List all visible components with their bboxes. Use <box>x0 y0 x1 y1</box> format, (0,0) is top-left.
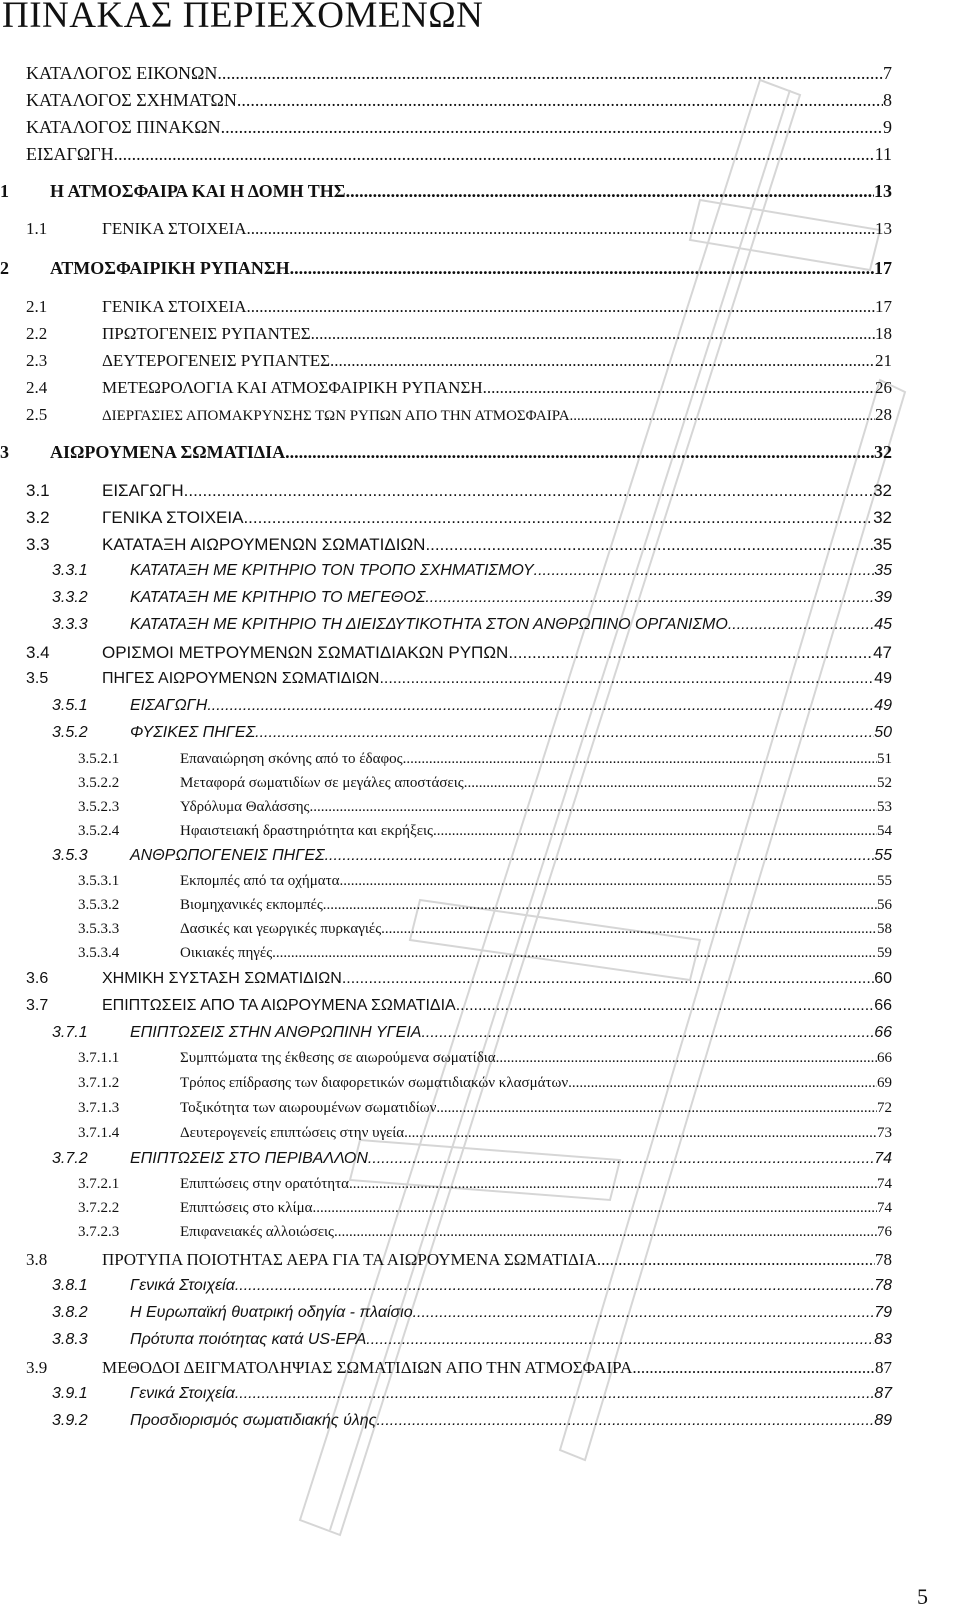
toc-entry[interactable] <box>52 847 892 865</box>
toc-entry-title: ΚΑΤΑΤΑΞΗ ΜΕ ΚΡΙΤΗΡΙΟ ΤΟ ΜΕΓΕΘΟΣ <box>130 589 426 606</box>
toc-leader <box>425 535 873 555</box>
toc-entry-number: 3.5 <box>26 670 49 687</box>
toc-entry-number: 3.3 <box>26 535 50 554</box>
toc-entry-page: 72 <box>877 1100 892 1116</box>
toc-entry[interactable] <box>26 405 892 425</box>
toc-leader <box>379 670 874 688</box>
toc-entry[interactable] <box>78 751 892 768</box>
toc-leader <box>425 589 874 607</box>
toc-leader <box>334 1224 877 1241</box>
toc-leader <box>464 775 877 792</box>
toc-leader <box>325 847 875 865</box>
toc-leader <box>421 1024 874 1042</box>
toc-entry-title: Προσδιορισμός σωματιδιακής ύλης <box>130 1412 377 1429</box>
toc-entry[interactable] <box>78 921 892 938</box>
toc-entry-number: 3.7.1.4 <box>78 1125 120 1141</box>
toc-entry-page: 56 <box>877 897 892 913</box>
toc-leader <box>433 823 877 840</box>
toc-entry-title: ΚΑΤΑΤΑΞΗ ΜΕ ΚΡΙΤΗΡΙΟ ΤΗ ΔΙΕΙΣΔΥΤΙΚΟΤΗΤΑ ΣΤΟΝ ΑΝΘΡΩΠΙΝΟ ΟΡΓΑΝΙΣΜΟ <box>130 616 728 633</box>
toc-entry-page: 35 <box>873 535 892 554</box>
toc-entry-number: 2 <box>0 258 9 278</box>
toc-entry[interactable] <box>26 297 892 317</box>
toc-leader <box>456 997 874 1015</box>
toc-entry-title: Η Ευρωπαϊκή θυατρική οδηγία - πλαίσιο <box>130 1304 413 1321</box>
toc-entry-page: 78 <box>874 1277 892 1294</box>
toc-entry-title: Επιφανειακές αλλοιώσεις <box>180 1224 334 1240</box>
toc-entry[interactable] <box>26 144 892 165</box>
page-number: 5 <box>917 1584 928 1609</box>
toc-entry-number: 3.8.1 <box>52 1277 88 1294</box>
toc-entry-page: 66 <box>877 1050 892 1066</box>
toc-entry[interactable] <box>26 1358 892 1378</box>
toc-entry-number: 3.5.2.3 <box>78 799 120 815</box>
toc-entry-title: ΚΑΤΑΛΟΓΟΣ ΣΧΗΜΑΤΩΝ <box>26 90 237 110</box>
toc-entry[interactable] <box>26 1250 892 1270</box>
toc-entry[interactable] <box>26 643 892 663</box>
toc-entry-number: 2.1 <box>26 297 48 316</box>
toc-entry[interactable] <box>78 897 892 914</box>
toc-entry-number: 3 <box>0 442 9 462</box>
toc-entry-page: 49 <box>874 670 892 687</box>
toc-entry-number: 3.7.2.3 <box>78 1224 120 1240</box>
toc-entry-number: 3.5.1 <box>52 697 88 714</box>
toc-entry-number: 3.7.2.2 <box>78 1200 120 1216</box>
toc-entry-number: 3.7 <box>26 997 49 1014</box>
toc-entry[interactable] <box>52 1412 892 1430</box>
toc-entry[interactable] <box>26 508 892 528</box>
toc-entry-title: Οικιακές πηγές <box>180 945 273 961</box>
toc-entry[interactable] <box>52 1304 892 1322</box>
toc-entry[interactable] <box>78 1100 892 1117</box>
toc-leader <box>311 324 875 344</box>
toc-entry[interactable] <box>0 258 892 279</box>
toc-entry-title: Επιπτώσεις στο κλίμα <box>180 1200 313 1216</box>
toc-entry-number: 3.6 <box>26 970 49 987</box>
toc-entry-page: 83 <box>874 1331 892 1348</box>
toc-entry-number: 3.7.2 <box>52 1150 88 1167</box>
toc-entry-number: 3.7.1.2 <box>78 1075 120 1091</box>
toc-entry-title: ΜΕΘΟΔΟΙ ΔΕΙΓΜΑΤΟΛΗΨΙΑΣ ΣΩΜΑΤΙΔΙΩΝ ΑΠΟ ΤΗΝ ΑΤΜΟΣΦΑΙΡΑ <box>102 1358 633 1377</box>
toc-entry[interactable] <box>26 970 892 988</box>
toc-entry-number: 3.5.2 <box>52 724 88 741</box>
toc-entry-page: 59 <box>877 945 892 961</box>
toc-leader <box>632 1358 875 1378</box>
toc-entry-page: 32 <box>873 508 892 527</box>
toc-leader <box>235 1385 874 1403</box>
toc-entry[interactable] <box>78 873 892 890</box>
toc-leader <box>330 351 875 371</box>
toc-entry[interactable] <box>52 1331 892 1349</box>
toc-entry-title: ΠΡΟΤΥΠΑ ΠΟΙΟΤΗΤΑΣ ΑΕΡΑ ΓΙΑ ΤΑ ΑΙΩΡΟΥΜΕΝΑ ΣΩΜΑΤΙΔΙΑ <box>102 1250 597 1269</box>
toc-entry-title: Υδρόλυμα Θαλάσσης <box>180 799 310 815</box>
toc-entry-page: 13 <box>874 181 892 201</box>
toc-entry-page: 9 <box>883 117 892 137</box>
toc-entry[interactable] <box>26 535 892 555</box>
toc-entry-number: 2.4 <box>26 378 48 397</box>
toc-entry-title: ΓΕΝΙΚΑ ΣΤΟΙΧΕΙΑ <box>102 297 247 316</box>
toc-entry-title: Τρόπος επίδρασης των διαφορετικών σωματιδιακών κλασμάτων <box>180 1075 569 1091</box>
toc-entry-page: 47 <box>873 643 892 662</box>
toc-leader <box>366 1331 874 1349</box>
toc-leader <box>368 1150 874 1168</box>
toc-entry-page: 21 <box>875 351 892 370</box>
toc-entry-page: 76 <box>877 1224 892 1240</box>
toc-entry-page: 39 <box>874 589 892 606</box>
toc-leader <box>207 697 874 715</box>
toc-entry-title: ΚΑΤΑΛΟΓΟΣ ΠΙΝΑΚΩΝ <box>26 117 221 137</box>
toc-entry-number: 3.5.2.1 <box>78 751 120 767</box>
toc-entry[interactable] <box>78 799 892 816</box>
toc-entry-title: ΕΙΣΑΓΩΓΗ <box>26 144 114 164</box>
toc-entry-page: 66 <box>874 997 892 1014</box>
toc-entry-page: 49 <box>874 697 892 714</box>
toc-entry-title: ΚΑΤΑΛΟΓΟΣ ΕΙΚΟΝΩΝ <box>26 63 218 83</box>
toc-entry-number: 3.7.1 <box>52 1024 88 1041</box>
toc-entry-number: 3.8.3 <box>52 1331 88 1348</box>
toc-entry[interactable] <box>52 562 892 580</box>
toc-leader <box>483 378 875 398</box>
toc-entry-number: 3.9 <box>26 1358 48 1377</box>
toc-entry[interactable] <box>52 724 892 742</box>
toc-entry-page: 17 <box>874 258 892 278</box>
toc-leader <box>313 1200 878 1217</box>
toc-leader <box>235 1277 874 1295</box>
toc-entry[interactable] <box>26 481 892 501</box>
toc-entry-number: 2.3 <box>26 351 48 370</box>
toc-entry-title: ΕΙΣΑΓΩΓΗ <box>102 481 184 500</box>
toc-entry-number: 3.5.3.3 <box>78 921 120 937</box>
toc-entry-page: 35 <box>874 562 892 579</box>
toc-entry[interactable] <box>26 219 892 239</box>
toc-entry[interactable] <box>26 670 892 688</box>
toc-entry[interactable] <box>26 63 892 84</box>
toc-entry[interactable] <box>0 442 892 463</box>
toc-entry[interactable] <box>52 1024 892 1042</box>
toc-leader <box>290 258 874 279</box>
toc-entry[interactable] <box>52 697 892 715</box>
toc-entry-page: 60 <box>874 970 892 987</box>
toc-leader <box>534 562 875 580</box>
toc-entry-page: 87 <box>874 1385 892 1402</box>
toc-entry-page: 87 <box>875 1358 892 1377</box>
toc-leader <box>349 1176 877 1193</box>
toc-entry[interactable] <box>78 1075 892 1092</box>
toc-entry-number: 3.1 <box>26 481 50 500</box>
toc-entry-page: 79 <box>874 1304 892 1321</box>
toc-entry-page: 8 <box>883 90 892 110</box>
toc-entry-number: 3.5.3.1 <box>78 873 120 889</box>
toc-entry-title: ΓΕΝΙΚΑ ΣΤΟΙΧΕΙΑ <box>102 219 247 238</box>
toc-entry-page: 74 <box>877 1176 892 1192</box>
toc-entry[interactable] <box>52 589 892 607</box>
toc-entry[interactable] <box>78 945 892 962</box>
toc-entry-title: Συμπτώματα της έκθεσης σε αιωρούμενα σωματίδια <box>180 1050 496 1066</box>
toc-entry-title: Γενικά Στοιχεία <box>130 1277 235 1294</box>
toc-entry-title: ΠΗΓΕΣ ΑΙΩΡΟΥΜΕΝΩΝ ΣΩΜΑΤΙΔΙΩΝ <box>102 670 380 687</box>
toc-entry-title: ΕΙΣΑΓΩΓΗ <box>130 697 208 714</box>
toc-leader <box>728 616 874 634</box>
toc-entry-title: ΦΥΣΙΚΕΣ ΠΗΓΕΣ <box>130 724 256 741</box>
page-title: ΠΙΝΑΚΑΣ ΠΕΡΙΕΧΟΜΕΝΩΝ <box>2 0 484 36</box>
toc-entry-title: Η ΑΤΜΟΣΦΑΙΡΑ ΚΑΙ Η ΔΟΜΗ ΤΗΣ <box>50 181 346 201</box>
toc-entry-number: 3.8 <box>26 1250 48 1269</box>
toc-entry-title: Βιομηχανικές εκπομπές <box>180 897 323 913</box>
toc-entry[interactable] <box>78 775 892 792</box>
toc-leader <box>508 643 873 663</box>
toc-entry-page: 74 <box>874 1150 892 1167</box>
toc-entry-page: 66 <box>874 1024 892 1041</box>
toc-entry-page: 45 <box>874 616 892 633</box>
toc-entry-title: Πρότυπα ποιότητας κατά US-EPA <box>130 1331 367 1348</box>
toc-entry-title: Τοξικότητα των αιωρουμένων σωματιδίων <box>180 1100 437 1116</box>
toc-leader <box>243 508 873 528</box>
toc-entry-page: 73 <box>877 1125 892 1141</box>
toc-entry[interactable] <box>26 997 892 1015</box>
toc-entry-page: 13 <box>875 219 892 238</box>
toc-entry-page: 26 <box>875 378 892 397</box>
toc-entry-number: 3.8.2 <box>52 1304 88 1321</box>
toc-entry-title: ΕΠΙΠΤΩΣΕΙΣ ΣΤΗΝ ΑΝΘΡΩΠΙΝΗ ΥΓΕΙΑ <box>130 1024 422 1041</box>
toc-entry-page: 32 <box>874 442 892 462</box>
toc-entry-number: 3.7.1.3 <box>78 1100 120 1116</box>
toc-entry[interactable] <box>26 117 892 138</box>
toc-entry-title: Γενικά Στοιχεία <box>130 1385 235 1402</box>
toc-leader <box>114 144 875 165</box>
toc-entry-page: 69 <box>877 1075 892 1091</box>
toc-entry-number: 3.7.1.1 <box>78 1050 120 1066</box>
toc-entry[interactable] <box>78 823 892 840</box>
toc-entry[interactable] <box>52 1385 892 1403</box>
toc-leader <box>570 408 875 425</box>
toc-entry[interactable] <box>52 1277 892 1295</box>
toc-entry[interactable] <box>52 1150 892 1168</box>
toc-entry-number: 1.1 <box>26 219 48 238</box>
toc-entry[interactable] <box>78 1176 892 1193</box>
toc-entry-page: 74 <box>877 1200 892 1216</box>
toc-entry-page: 55 <box>874 847 892 864</box>
toc-entry[interactable] <box>78 1200 892 1217</box>
toc-entry-number: 3.4 <box>26 643 50 662</box>
toc-entry-number: 3.5.2.4 <box>78 823 120 839</box>
toc-leader <box>568 1075 877 1092</box>
toc-entry[interactable] <box>26 378 892 398</box>
toc-entry-title: Δευτερογενείς επιπτώσεις στην υγεία <box>180 1125 405 1141</box>
toc-leader <box>403 751 877 768</box>
toc-entry-title: Επιπτώσεις στην ορατότητα <box>180 1176 349 1192</box>
toc-entry[interactable] <box>78 1050 892 1067</box>
toc-entry-page: 89 <box>874 1412 892 1429</box>
toc-entry-number: 3.7.2.1 <box>78 1176 120 1192</box>
toc-leader <box>221 117 883 138</box>
toc-entry-number: 3.3.3 <box>52 616 88 633</box>
toc-entry-page: 7 <box>883 63 892 83</box>
toc-entry-number: 2.2 <box>26 324 48 343</box>
toc-leader <box>217 63 883 84</box>
toc-leader <box>285 442 874 463</box>
toc-leader <box>247 219 875 239</box>
toc-entry-page: 54 <box>877 823 892 839</box>
toc-entry-title: ΠΡΩΤΟΓΕΝΕΙΣ ΡΥΠΑΝΤΕΣ <box>102 324 311 343</box>
toc-entry-title: ΧΗΜΙΚΗ ΣΥΣΤΑΣΗ ΣΩΜΑΤΙΔΙΩΝ <box>102 970 342 987</box>
toc-entry[interactable] <box>26 324 892 344</box>
toc-entry[interactable] <box>78 1125 892 1142</box>
toc-entry-number: 3.2 <box>26 508 50 527</box>
toc-leader <box>340 873 877 890</box>
toc-entry-page: 18 <box>875 324 892 343</box>
toc-entry-title: ΕΠΙΠΤΩΣΕΙΣ ΑΠΟ ΤΑ ΑΙΩΡΟΥΜΕΝΑ ΣΩΜΑΤΙΔΙΑ <box>102 997 456 1014</box>
toc-entry-number: 3.3.2 <box>52 589 88 606</box>
toc-entry-page: 58 <box>877 921 892 937</box>
toc-entry-title: Δασικές και γεωργικές πυρκαγιές <box>180 921 382 937</box>
toc-leader <box>342 970 874 988</box>
toc-entry[interactable] <box>26 90 892 111</box>
toc-entry-number: 3.9.1 <box>52 1385 88 1402</box>
toc-entry-title: ΔΕΥΤΕΡΟΓΕΝΕΙΣ ΡΥΠΑΝΤΕΣ <box>102 351 330 370</box>
toc-entry-number: 3.5.3.4 <box>78 945 120 961</box>
toc-entry-page: 51 <box>877 751 892 767</box>
toc-leader <box>184 481 873 501</box>
toc-entry-title: ΓΕΝΙΚΑ ΣΤΟΙΧΕΙΑ <box>102 508 244 527</box>
toc-leader <box>436 1100 877 1117</box>
toc-entry-page: 78 <box>875 1250 892 1269</box>
toc-entry-title: ΚΑΤΑΤΑΞΗ ΜΕ ΚΡΙΤΗΡΙΟ ΤΟΝ ΤΡΟΠΟ ΣΧΗΜΑΤΙΣΜΟΥ <box>130 562 534 579</box>
toc-leader <box>404 1125 877 1142</box>
toc-leader <box>310 799 878 816</box>
toc-leader <box>247 297 875 317</box>
toc-entry-page: 55 <box>877 873 892 889</box>
toc-leader <box>237 90 883 111</box>
toc-entry-title: ΑΤΜΟΣΦΑΙΡΙΚΗ ΡΥΠΑΝΣΗ <box>50 258 290 278</box>
toc-entry[interactable] <box>26 351 892 371</box>
toc-entry-number: 2.5 <box>26 405 48 424</box>
toc-entry-number: 3.5.3 <box>52 847 88 864</box>
toc-entry[interactable] <box>0 181 892 202</box>
toc-entry-number: 3.5.2.2 <box>78 775 120 791</box>
toc-entry-page: 11 <box>874 144 892 164</box>
toc-entry-number: 3.5.3.2 <box>78 897 120 913</box>
toc-entry-title: Μεταφορά σωματιδίων σε μεγάλες αποστάσεις <box>180 775 464 791</box>
toc-entry-title: ΑΝΘΡΩΠΟΓΕΝΕΙΣ ΠΗΓΕΣ <box>130 847 325 864</box>
toc-leader <box>496 1050 877 1067</box>
toc-entry-page: 17 <box>875 297 892 316</box>
toc-leader <box>272 945 877 962</box>
toc-entry-page: 28 <box>875 405 892 424</box>
toc-leader <box>346 181 874 202</box>
toc-entry[interactable] <box>78 1224 892 1241</box>
toc-entry-title: Εκπομπές από τα οχήματα <box>180 873 340 889</box>
toc-entry-number: 3.9.2 <box>52 1412 88 1429</box>
toc-entry-page: 50 <box>874 724 892 741</box>
toc-entry-number: 3.3.1 <box>52 562 88 579</box>
toc-entry-title: ΑΙΩΡΟΥΜΕΝΑ ΣΩΜΑΤΙΔΙΑ <box>50 442 286 462</box>
toc-leader <box>376 1412 874 1430</box>
toc-leader <box>413 1304 875 1322</box>
toc-entry-number: 1 <box>0 181 9 201</box>
toc-entry-page: 52 <box>877 775 892 791</box>
toc-entry-title: Ηφαιστειακή δραστηριότητα και εκρήξεις <box>180 823 433 839</box>
toc-entry[interactable] <box>52 616 892 634</box>
toc-leader <box>255 724 874 742</box>
toc-entry-title: Επαναιώρηση σκόνης από το έδαφος <box>180 751 403 767</box>
toc-entry-page: 32 <box>873 481 892 500</box>
toc-leader <box>381 921 877 938</box>
toc-leader <box>597 1250 875 1270</box>
toc-entry-title: ΔΙΕΡΓΑΣΙΕΣ ΑΠΟΜΑΚΡΥΝΣΗΣ ΤΩΝ ΡΥΠΩΝ ΑΠΟ ΤΗΝ ΑΤΜΟΣΦΑΙΡΑ <box>102 408 570 424</box>
toc-leader <box>323 897 877 914</box>
toc-entry-page: 53 <box>877 799 892 815</box>
toc-entry-title: ΚΑΤΑΤΑΞΗ ΑΙΩΡΟΥΜΕΝΩΝ ΣΩΜΑΤΙΔΙΩΝ <box>102 535 426 554</box>
toc-entry-title: ΜΕΤΕΩΡΟΛΟΓΙΑ ΚΑΙ ΑΤΜΟΣΦΑΙΡΙΚΗ ΡΥΠΑΝΣΗ <box>102 378 483 397</box>
toc-entry-title: ΟΡΙΣΜΟΙ ΜΕΤΡΟΥΜΕΝΩΝ ΣΩΜΑΤΙΔΙΑΚΩΝ ΡΥΠΩΝ <box>102 643 509 662</box>
toc-entry-title: ΕΠΙΠΤΩΣΕΙΣ ΣΤΟ ΠΕΡΙΒΑΛΛΟΝ <box>130 1150 368 1167</box>
